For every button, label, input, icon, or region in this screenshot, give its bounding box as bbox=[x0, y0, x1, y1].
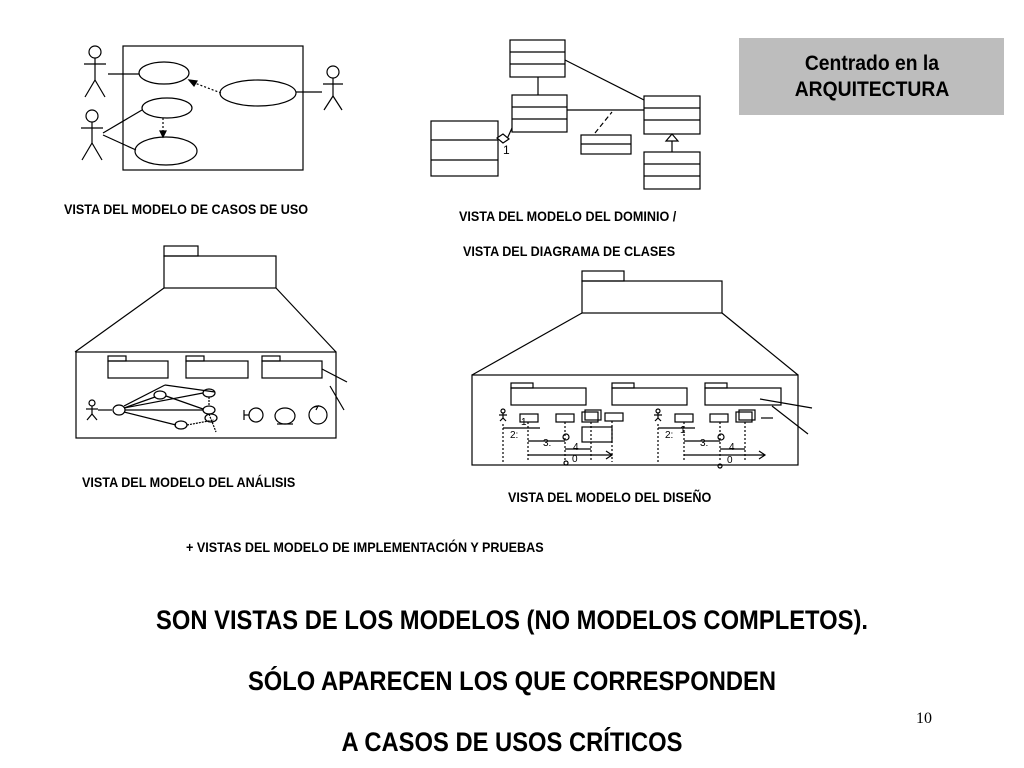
design-sequence-labels bbox=[510, 417, 735, 466]
seq-b-label-4: 4 bbox=[729, 442, 735, 453]
class-diagram bbox=[431, 40, 700, 189]
use-case-ellipse-2 bbox=[142, 98, 192, 118]
title-line-2: ARQUITECTURA bbox=[794, 77, 949, 101]
domain-view-label-line2: VISTA DEL DIAGRAMA DE CLASES bbox=[463, 243, 676, 259]
seq-b-label-3: 3: bbox=[700, 438, 709, 449]
use-case-ellipse-4 bbox=[220, 80, 296, 106]
analysis-view-label: VISTA DEL MODELO DEL ANÁLISIS bbox=[82, 474, 296, 490]
statement-line-3: A CASOS DE USOS CRÍTICOS bbox=[341, 727, 683, 757]
actor-1-icon bbox=[84, 46, 106, 97]
design-diagram bbox=[472, 271, 812, 468]
use-case-view-label: VISTA DEL MODELO DE CASOS DE USO bbox=[64, 201, 309, 217]
seq-a-label-1: 1 bbox=[521, 417, 527, 428]
use-case-ellipse-1 bbox=[139, 62, 189, 84]
page-number: 10 bbox=[916, 710, 932, 727]
seq-b-label-2: 2: bbox=[665, 430, 674, 441]
statement-line-2: SÓLO APARECEN LOS QUE CORRESPONDEN bbox=[247, 666, 777, 696]
seq-a-label-3: 3: bbox=[543, 438, 552, 449]
seq-b-label-1: 1 bbox=[680, 425, 686, 436]
analysis-diagram bbox=[75, 246, 347, 438]
use-case-diagram bbox=[81, 46, 343, 170]
use-case-ellipse-3 bbox=[135, 137, 197, 165]
seq-b-label-5: 0 bbox=[727, 455, 733, 466]
seq-a-label-5: 0 bbox=[572, 454, 578, 465]
seq-a-label-4: 4 bbox=[573, 442, 579, 453]
actor-2-icon bbox=[81, 110, 103, 160]
multiplicity-label: 1 bbox=[503, 143, 510, 157]
system-boundary bbox=[123, 46, 303, 170]
more-views-label: + VISTAS DEL MODELO DE IMPLEMENTACIÓN Y PRUEBAS bbox=[186, 539, 544, 555]
statement-line-1: SON VISTAS DE LOS MODELOS (NO MODELOS COMPLETOS). bbox=[156, 605, 868, 635]
seq-a-label-2: 2: bbox=[510, 430, 519, 441]
design-view-label: VISTA DEL MODELO DEL DISEÑO bbox=[508, 489, 712, 505]
actor-3-icon bbox=[323, 66, 343, 110]
title-line-1: Centrado en la bbox=[804, 51, 939, 75]
domain-view-label-line1: VISTA DEL MODELO DEL DOMINIO / bbox=[459, 208, 677, 224]
